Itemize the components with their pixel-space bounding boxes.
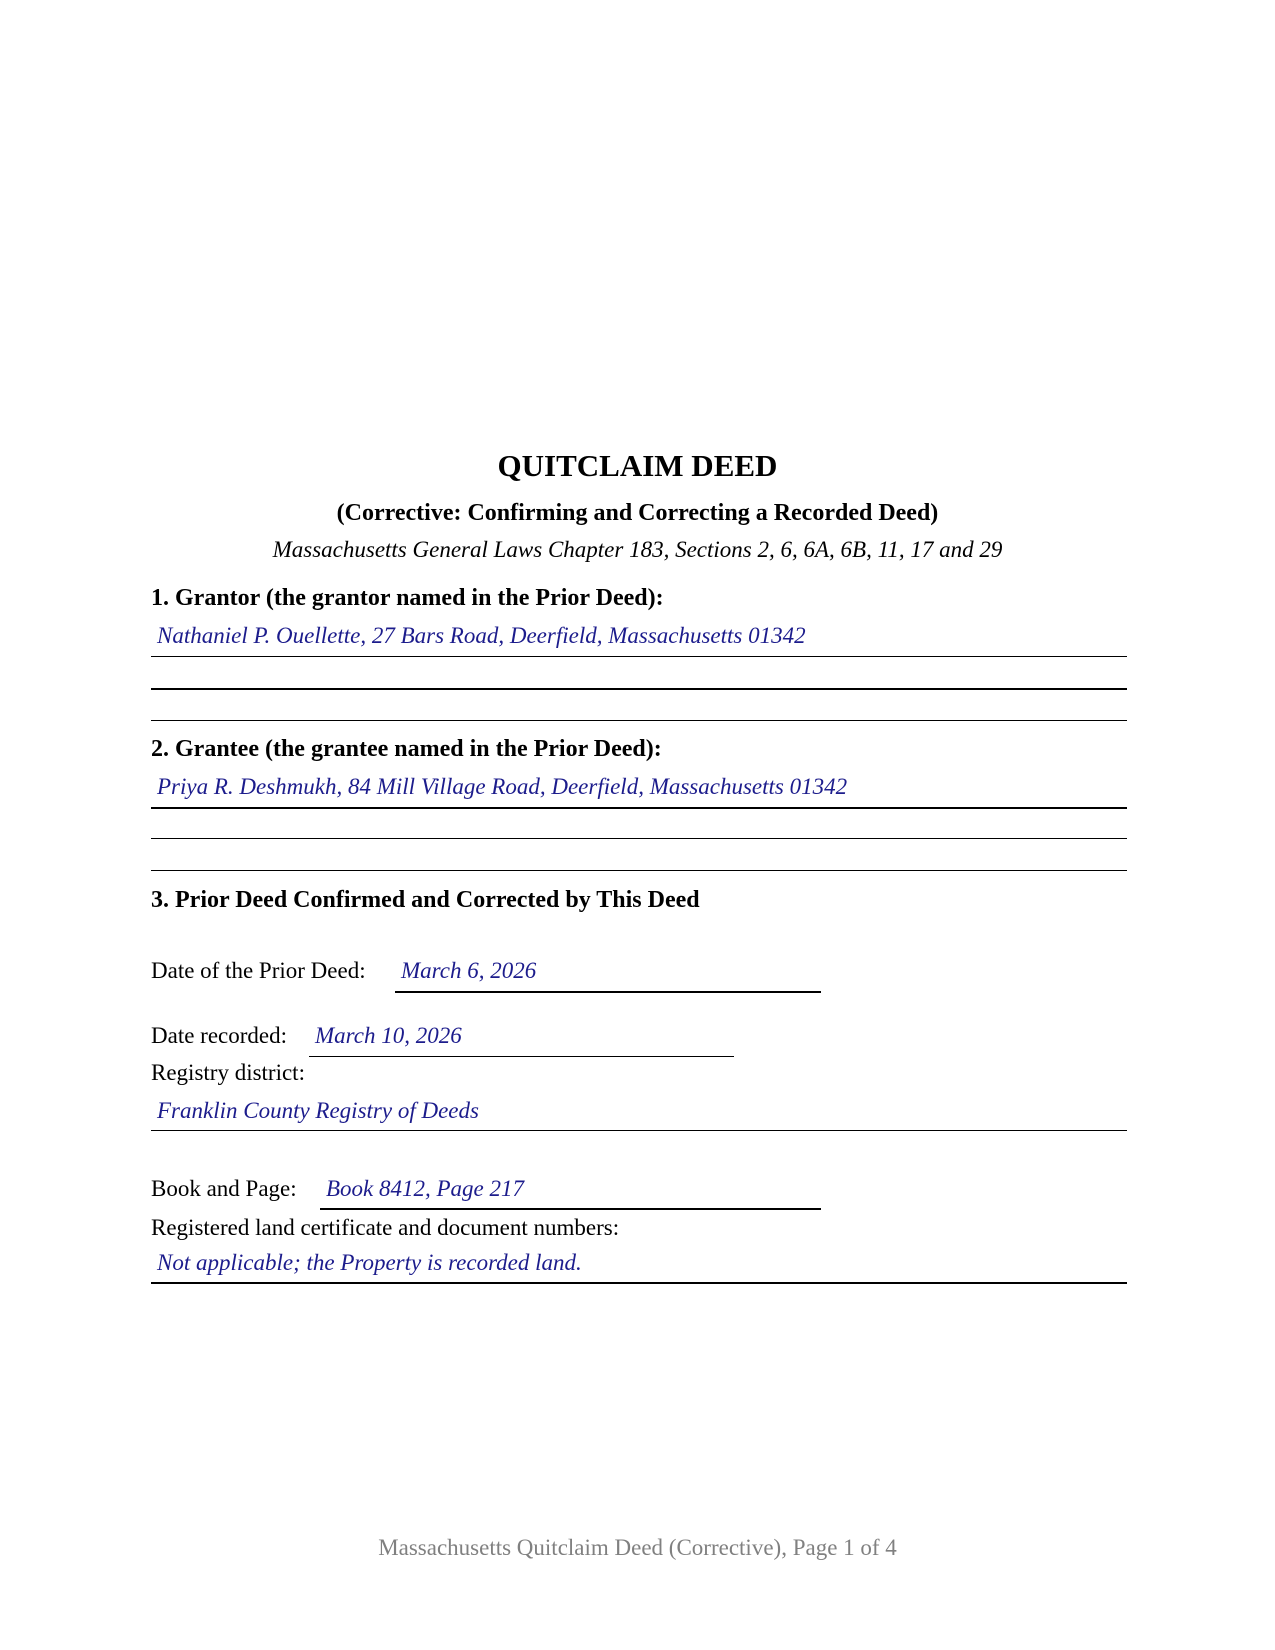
page-footer: Massachusetts Quitclaim Deed (Corrective), Page 1 of 4 [378, 1535, 897, 1560]
document-subtitle: (Corrective: Confirming and Correcting a Recorded Deed) [336, 500, 939, 526]
registry-district-value[interactable]: Franklin County Registry of Deeds [157, 1098, 479, 1123]
prior-deed-date-label: Date of the Prior Deed: [151, 958, 366, 983]
grantor-line-1 [151, 656, 1127, 657]
grantee-line-2 [151, 838, 1127, 839]
grantor-line-3 [151, 720, 1127, 721]
grantee-line-3 [151, 870, 1127, 871]
grantee-line-1 [151, 807, 1127, 809]
registry-district-label: Registry district: [151, 1060, 305, 1085]
prior-deed-heading: 3. Prior Deed Confirmed and Corrected by This Deed [151, 887, 700, 913]
statute-reference: Massachusetts General Laws Chapter 183, Sections 2, 6, 6A, 6B, 11, 17 and 29 [272, 537, 1003, 562]
book-page-line [320, 1208, 821, 1210]
book-page-label: Book and Page: [151, 1176, 297, 1201]
prior-deed-date-value[interactable]: March 6, 2026 [401, 958, 537, 983]
registry-district-line [151, 1130, 1127, 1131]
certificate-label: Registered land certificate and document numbers: [151, 1215, 620, 1240]
grantee-heading: 2. Grantee (the grantee named in the Prior Deed): [151, 736, 662, 762]
grantor-line-2 [151, 688, 1127, 690]
grantee-value[interactable]: Priya R. Deshmukh, 84 Mill Village Road, Deerfield, Massachusetts 01342 [157, 774, 848, 799]
date-recorded-label: Date recorded: [151, 1023, 288, 1048]
grantor-heading: 1. Grantor (the grantor named in the Prior Deed): [151, 585, 664, 611]
prior-deed-date-line [395, 991, 821, 993]
grantor-value[interactable]: Nathaniel P. Ouellette, 27 Bars Road, Deerfield, Massachusetts 01342 [157, 623, 806, 648]
certificate-value[interactable]: Not applicable; the Property is recorded land. [157, 1250, 582, 1275]
book-page-value[interactable]: Book 8412, Page 217 [326, 1176, 525, 1201]
date-recorded-value[interactable]: March 10, 2026 [315, 1023, 462, 1048]
document-title: QUITCLAIM DEED [497, 448, 778, 483]
certificate-line [151, 1282, 1127, 1284]
date-recorded-line [309, 1056, 734, 1057]
